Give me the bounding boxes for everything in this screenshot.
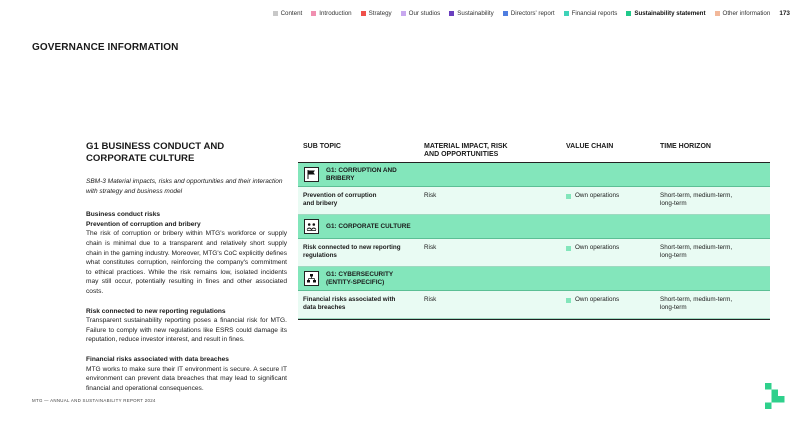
nav-item-other-information[interactable]: Other information [715,10,771,17]
g1-title: G1 BUSINESS CONDUCT AND CORPORATE CULTURE [86,141,225,164]
square-marker-icon [566,298,571,303]
block-text: MTG works to make sure their IT environment is secure. A secure IT environment can prevent data breaches that may lead to significant financial and operational consequences. [86,365,287,392]
cell-sub-topic: Risk connected to new reporting regulations [303,244,401,259]
cell-impact: Risk [424,244,437,251]
group-row-corporate-culture [298,215,770,239]
nav-item-our-studios[interactable]: Our studios [401,10,441,17]
group-label: G1: CORPORATE CULTURE [326,222,411,230]
block-heading: Risk connected to new reporting regulations [86,307,226,315]
mtg-logo-icon [765,383,785,411]
cell-sub-topic: Prevention of corruption and bribery [303,192,377,207]
group-label: G1: CORRUPTION AND BRIBERY [326,166,397,182]
group-label: G1: CYBERSECURITY (ENTITY-SPECIFIC) [326,270,394,286]
nav-item-directors-report[interactable]: Directors' report [503,10,555,17]
square-marker-icon [566,246,571,251]
swatch-icon [564,11,569,16]
people-icon [304,219,319,234]
header-material-impact: MATERIAL IMPACT, RISK AND OPPORTUNITIES [424,143,508,159]
block-text: The risk of corruption or bribery within MTG's workforce or supply chain is minimal due to a transparent and relatively short supply chain in the gaming industry. Moreover, MTG's CoC explicitly defines what constitutes corruption, reinforcing the company's commitment to ethical practices. While the risk remains low, isolated incidents may still occur, potentially resulting in fines and other associated costs. [86,230,287,295]
nav-item-financial-reports[interactable]: Financial reports [564,10,618,17]
block-text: Transparent sustainability reporting poses a financial risk for MTG. Failure to comply with new regulations like ESRS could damage its reputation, reduce investor interest, and result in fines. [86,317,287,344]
block-heading: Business conduct risks [86,211,161,219]
swatch-icon [449,11,454,16]
network-icon [304,271,319,286]
table-bottom-rule [298,319,770,320]
cell-value-chain: Own operations [566,192,619,200]
cell-time-horizon: Short-term, medium-term, long-term [660,244,733,259]
cell-impact: Risk [424,192,437,199]
nav-item-content[interactable]: Content [273,10,303,17]
swatch-icon [361,11,366,16]
cell-value-chain: Own operations [566,296,619,304]
top-navigation [264,10,790,17]
swatch-icon [503,11,508,16]
table-row [298,187,770,215]
table-header [298,141,770,163]
block-heading: Financial risks associated with data breaches [86,355,229,363]
swatch-icon [273,11,278,16]
cell-impact: Risk [424,296,437,303]
material-impacts-table [298,141,770,320]
reporting-regulations-block [86,307,287,345]
cell-value-chain: Own operations [566,244,619,252]
swatch-icon [311,11,316,16]
data-breaches-block [86,355,287,393]
header-sub-topic: SUB TOPIC [303,143,341,150]
nav-item-strategy[interactable]: Strategy [361,10,392,17]
table-row [298,239,770,267]
nav-item-sustainability-statement[interactable]: Sustainability statement [626,10,705,17]
flag-icon [304,167,319,182]
swatch-icon [401,11,406,16]
page-number: 173 [779,10,790,17]
square-marker-icon [566,194,571,199]
cell-time-horizon: Short-term, medium-term, long-term [660,192,733,207]
nav-item-introduction[interactable]: Introduction [311,10,351,17]
group-row-corruption [298,163,770,187]
footer-text: MTG — ANNUAL AND SUSTAINABILITY REPORT 2024 [32,398,156,403]
swatch-icon [626,11,631,16]
table-row [298,291,770,319]
header-value-chain: VALUE CHAIN [566,143,614,150]
cell-sub-topic: Financial risks associated with data breaches [303,296,396,311]
swatch-icon [715,11,720,16]
cell-time-horizon: Short-term, medium-term, long-term [660,296,733,311]
block-subheading: Prevention of corruption and bribery [86,220,201,228]
left-column [86,141,287,393]
nav-item-sustainability[interactable]: Sustainability [449,10,493,17]
intro-text: SBM-3 Material impacts, risks and opportunities and their interaction with strategy and business model [86,178,283,195]
section-title: GOVERNANCE INFORMATION [32,42,179,53]
group-row-cybersecurity [298,267,770,291]
business-conduct-block [86,210,287,296]
header-time-horizon: TIME HORIZON [660,143,711,150]
